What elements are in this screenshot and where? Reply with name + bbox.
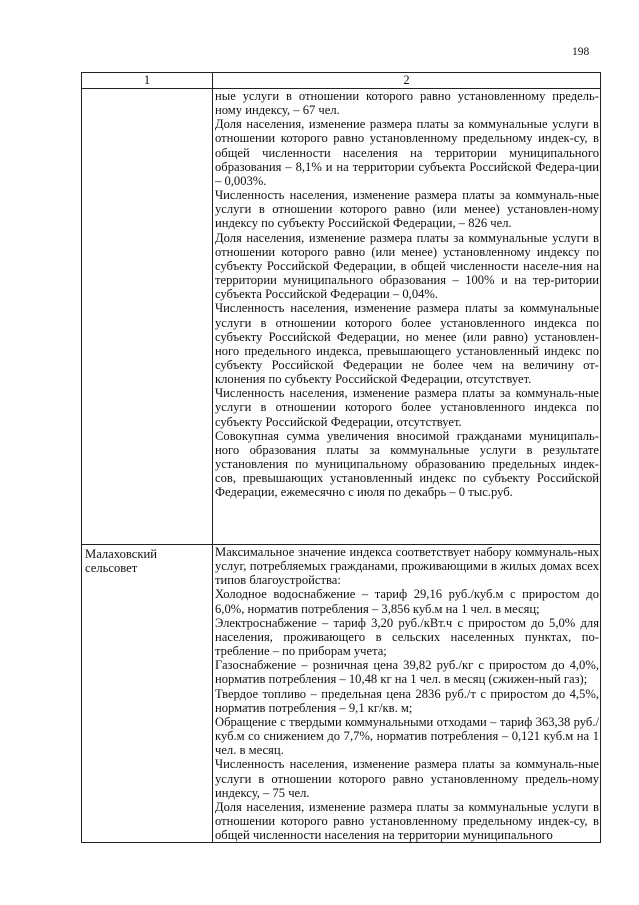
- paragraph: Численность населения, изменение размера платы за коммуналь-ные услуги в отношении которого равно установленному предель-ному индексу, – 75 чел.: [215, 757, 599, 800]
- paragraph: Холодное водоснабжение – тариф 29,16 руб./куб.м с приростом до 6,0%, норматив потребления – 3,856 куб.м на 1 чел. в месяц;: [215, 587, 599, 616]
- document-table: [81, 72, 601, 843]
- paragraph: Доля населения, изменение размера платы за коммунальные услуги в отношении которого равно (или менее) установленному индексу по субъекту Российской Федерации, в общей численности населе-ния на территории муниципального образования – 100% и на тер-ритории субъекта Российской Федерации – 0,04%.: [215, 230, 599, 302]
- paragraph: Электроснабжение – тариф 3,20 руб./кВт.ч с приростом до 5,0% для населения, проживающего в сельских населенных пунктах, по-требление – по приборам учета;: [215, 615, 599, 659]
- paragraph: Твердое топливо – предельная цена 2836 руб./т с приростом до 4,5%, норматив потребления – 9,1 кг/кв. м;: [215, 686, 599, 715]
- paragraph: ные услуги в отношении которого равно установленному предель-ному индексу, – 67 чел.: [215, 89, 599, 118]
- place-cell: [82, 545, 213, 843]
- paragraph: Обращение с твердыми коммунальными отходами – тариф 363,38 руб./куб.м со снижением до 7,7%, норматив потребления – 0,121 куб.м на 1 чел. в месяц.: [215, 714, 599, 758]
- description-cell: [213, 89, 601, 545]
- paragraph: Доля населения, изменение размера платы за коммунальные услуги в отношении которого равно установленному предельному индек-су, в общей численности населения на территории муниципального: [215, 799, 599, 843]
- paragraph: Доля населения, изменение размера платы за коммунальные услуги в отношении которого равно установленному предельному индек-су, в общей численности населения на территории муниципального образования – 8,1% и на территории субъекта Российской Федера-ции – 0,003%.: [215, 117, 599, 188]
- description-cell: [213, 545, 601, 843]
- municipality-name: Малаховский сельсовет: [85, 547, 157, 576]
- header-cell-1: 1: [82, 73, 213, 89]
- paragraph: Максимальное значение индекса соответствует набору коммуналь-ных услуг, потребляемых гражданами, проживающими в жилых домах всех типов благоустройства:: [215, 545, 599, 588]
- page-number: 198: [572, 46, 590, 58]
- table-header-row: [82, 73, 601, 89]
- paragraph: Газоснабжение – розничная цена 39,82 руб./кг с приростом до 4,0%, норматив потребления – 10,48 кг на 1 чел. в месяц (сжижен-ный газ);: [215, 658, 599, 687]
- table-row: [82, 89, 601, 545]
- table-row: [82, 545, 601, 843]
- paragraph: Численность населения, изменение размера платы за коммуналь-ные услуги в отношении которого более установленного индекса по субъекту Российской Федерации, отсутствует.: [215, 386, 599, 429]
- paragraph: Численность населения, изменение размера платы за коммуналь-ные услуги в отношении которого равно (или менее) установлен-ному индексу по субъекту Российской Федерации, – 826 чел.: [215, 188, 599, 231]
- header-cell-2: 2: [213, 73, 601, 89]
- paragraph: Совокупная сумма увеличения вносимой гражданами муниципаль-ного образования платы за коммунальные услуги в результате установления по муниципальному образованию предельных индек-сов, превышающих установленный индекс по субъекту Российской Федерации, ежемесячно с июля по декабрь – 0 тыс.руб.: [215, 428, 599, 500]
- paragraph: Численность населения, изменение размера платы за коммунальные услуги в отношении которого более установленного индекса по субъекту Российской Федерации, но менее (или равно) установлен-ного предельного индекса, превышающего установленный индекс по субъекту Российской Федерации не более чем на величину от-клонения по субъекту Российской Федерации, отсутствует.: [215, 301, 599, 387]
- empty-place-cell: [82, 89, 213, 545]
